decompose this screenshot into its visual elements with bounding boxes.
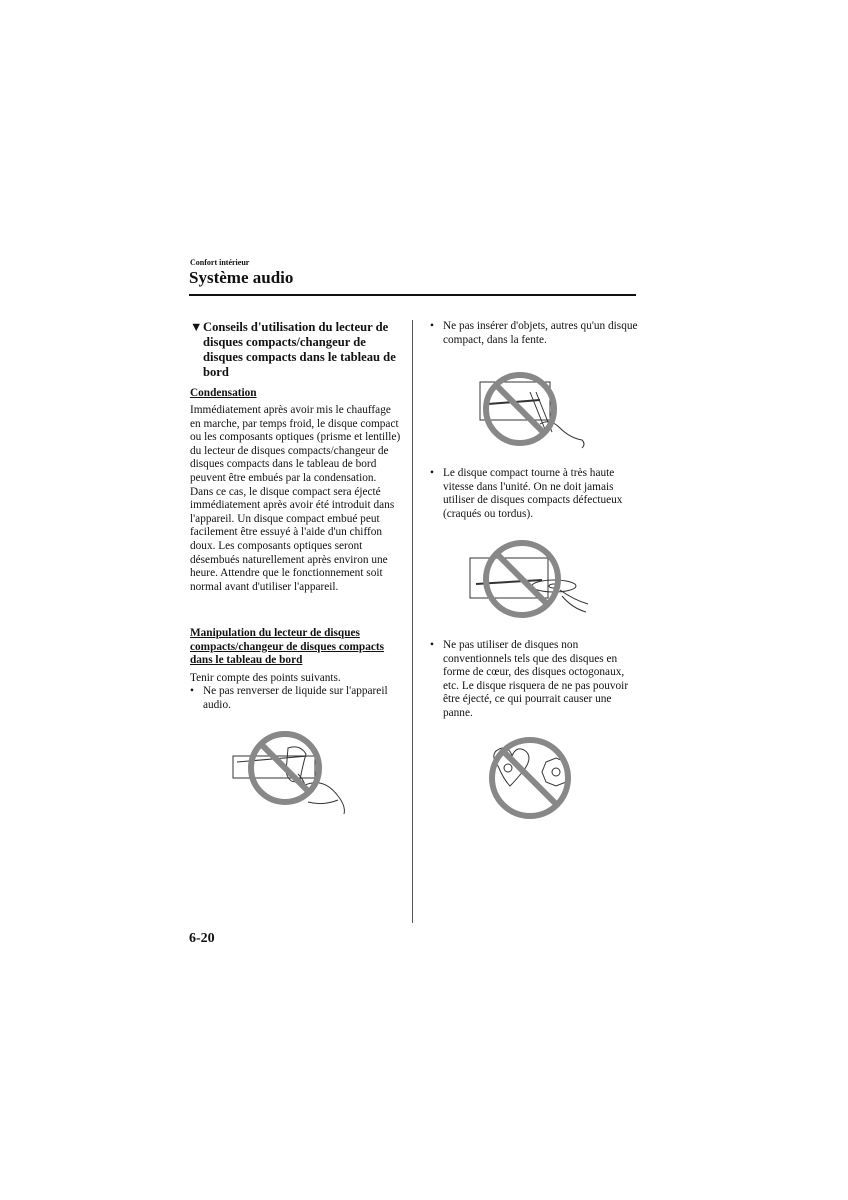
list-item xyxy=(430,639,642,721)
title-rule xyxy=(189,294,636,296)
list-item-text: Ne pas utiliser de disques non conventionnels tels que des disques en forme de cœur, des disques octogonaux, etc. Le disque risquera de ne pas pouvoir être éjecté, ce qui pourrait causer une panne. xyxy=(443,639,629,719)
bullet-icon: • xyxy=(430,320,434,332)
no-liquid-illustration xyxy=(228,726,358,816)
section-title: Conseils d'utilisation du lecteur de disques compacts/changeur de disques compacts dans le tableau de bord xyxy=(203,320,396,379)
condensation-heading: Condensation xyxy=(190,387,257,399)
list-item xyxy=(190,685,402,712)
triangle-down-icon: ▼ xyxy=(190,320,203,334)
bullet-icon: • xyxy=(430,467,434,479)
bullet-icon: • xyxy=(430,639,434,651)
bullet-icon: • xyxy=(190,685,194,697)
handling-intro: Tenir compte des points suivants. xyxy=(190,672,341,684)
list-item-text: Ne pas renverser de liquide sur l'appareil audio. xyxy=(203,685,388,711)
list-item xyxy=(430,467,642,521)
page-number: 6-20 xyxy=(189,931,215,946)
section-heading xyxy=(190,320,402,380)
list-item-text: Ne pas insérer d'objets, autres qu'un disque compact, dans la fente. xyxy=(443,320,638,346)
page-title: Système audio xyxy=(189,268,294,287)
column-divider xyxy=(412,320,413,923)
breadcrumb: Confort intérieur xyxy=(190,258,250,267)
list-item xyxy=(430,320,642,347)
list-item-text: Le disque compact tourne à très haute vitesse dans l'unité. On ne doit jamais utiliser de disques compacts défectueux (craqués ou tordus). xyxy=(443,467,623,520)
no-foreign-object-illustration xyxy=(470,362,590,457)
condensation-paragraph: Immédiatement après avoir mis le chauffage en marche, par temps froid, le disque compact ou les composants optiques (prisme et lentille) du lecteur de disques compacts/changeur de disques compacts dans le tableau de bord peuvent être embués par la condensation. Dans ce cas, le disque compact sera éjecté immédiatement après avoir été introduit dans l'appareil. Un disque compact embué peut facilement être essuyé à l'aide d'un chiffon doux. Les composants optiques seront désembués naturellement après environ une heure. Attendre que le fonctionnement soit normal avant d'utiliser l'appareil. xyxy=(190,404,401,593)
handling-heading: Manipulation du lecteur de disques compacts/changeur de disques compacts dans le tableau de bord xyxy=(190,627,385,667)
no-defective-disc-illustration xyxy=(462,534,592,629)
no-odd-shaped-disc-illustration xyxy=(478,736,578,826)
